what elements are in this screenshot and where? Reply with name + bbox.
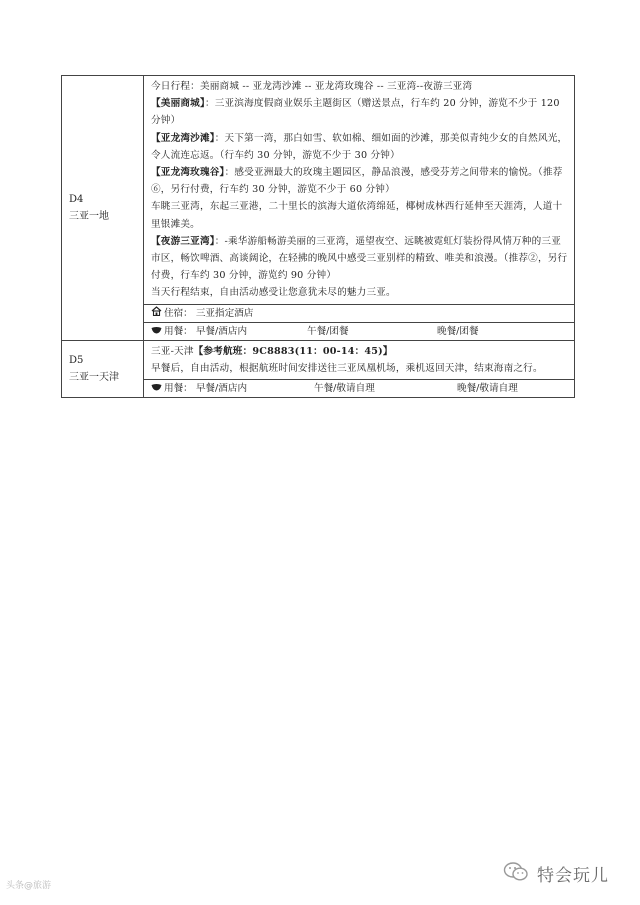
day-cell-d4 — [62, 76, 144, 341]
wechat-icon — [503, 861, 529, 886]
day-content-d4 — [144, 76, 575, 305]
meal-prefix: 用餐： — [164, 325, 193, 337]
day-cell-d5 — [62, 340, 144, 397]
itinerary-line: 今日行程：美丽商城 -- 亚龙湾沙滩 -- 亚龙湾玫瑰谷 -- 三亚湾--夜游三亚湾 — [151, 81, 473, 92]
meal-lunch: 午餐/团餐 — [307, 325, 349, 337]
meal-row-d4 — [144, 322, 575, 340]
meal-dinner: 晚餐/敬请自理 — [457, 383, 518, 395]
day-code: D5 — [69, 354, 84, 366]
itinerary-line: 【夜游三亚湾】：-乘华游船畅游美丽的三亚湾，遥望夜空、远眺被霓虹灯装扮得风情万种的三亚市区，畅饮啤酒、高谈阔论，在轻拂的晚风中感受三亚别样的精致、唯美和浪漫。（推荐②，另行付费，行车约 30 分钟，游览约 90 分钟） — [151, 235, 568, 282]
itinerary-line: 早餐后，自由活动，根据航班时间安排送往三亚凤凰机场，乘机返回天津，结束海南之行。 — [151, 362, 543, 374]
meal-prefix: 用餐： — [164, 383, 193, 395]
itinerary-line: 当天行程结束，自由活动感受让您意犹未尽的魅力三亚。 — [151, 287, 396, 299]
house-icon — [151, 305, 162, 322]
bowl-icon — [151, 323, 162, 340]
meal-breakfast: 早餐/酒店内 — [195, 325, 248, 337]
day-route: 三亚一地 — [69, 210, 109, 222]
itinerary-table — [61, 75, 575, 398]
lodging-text: 住宿： 三亚指定酒店 — [164, 307, 254, 319]
meal-lunch: 午餐/敬请自理 — [314, 383, 375, 395]
itinerary-line: 【亚龙湾沙滩】：天下第一湾，那白如雪、软如棉、细如面的沙滩，那美似青纯少女的自然风光，令人流连忘返。（行车约 30 分钟，游览不少于 30 分钟） — [151, 132, 568, 161]
meal-row-d5 — [144, 380, 575, 398]
meal-breakfast: 早餐/酒店内 — [195, 383, 248, 395]
itinerary-line: 【美丽商城】：三亚滨海度假商业娱乐主题街区（赠送景点，行车约 20 分钟，游览不少于 120 分钟） — [151, 98, 560, 127]
itinerary-line: 【亚龙湾玫瑰谷】：感受亚洲最大的玫瑰主题园区，静品浪漫，感受芬芳之间带来的愉悦。（推荐⑥，另行付费，行车约 30 分钟，游览不少于 60 分钟） — [151, 167, 563, 196]
brand-watermark — [503, 861, 609, 886]
day-code: D4 — [69, 193, 84, 205]
itinerary-line: 车眺三亚湾，东起三亚港，二十里长的滨海大道依湾绵延，椰树成林西行延伸至天涯湾，人道十里银滩美。 — [151, 201, 563, 230]
lodging-row — [144, 304, 575, 322]
brand-name: 特会玩儿 — [537, 866, 609, 886]
day-content-d5 — [144, 340, 575, 379]
bowl-icon — [151, 380, 162, 397]
meal-dinner: 晚餐/团餐 — [437, 325, 479, 337]
flight-line: 三亚-天津【参考航班：9C8883(11：00-14：45)】 — [151, 345, 393, 357]
watermark-left: 头条@旅游 — [6, 881, 52, 891]
day-route: 三亚一天津 — [69, 371, 119, 383]
